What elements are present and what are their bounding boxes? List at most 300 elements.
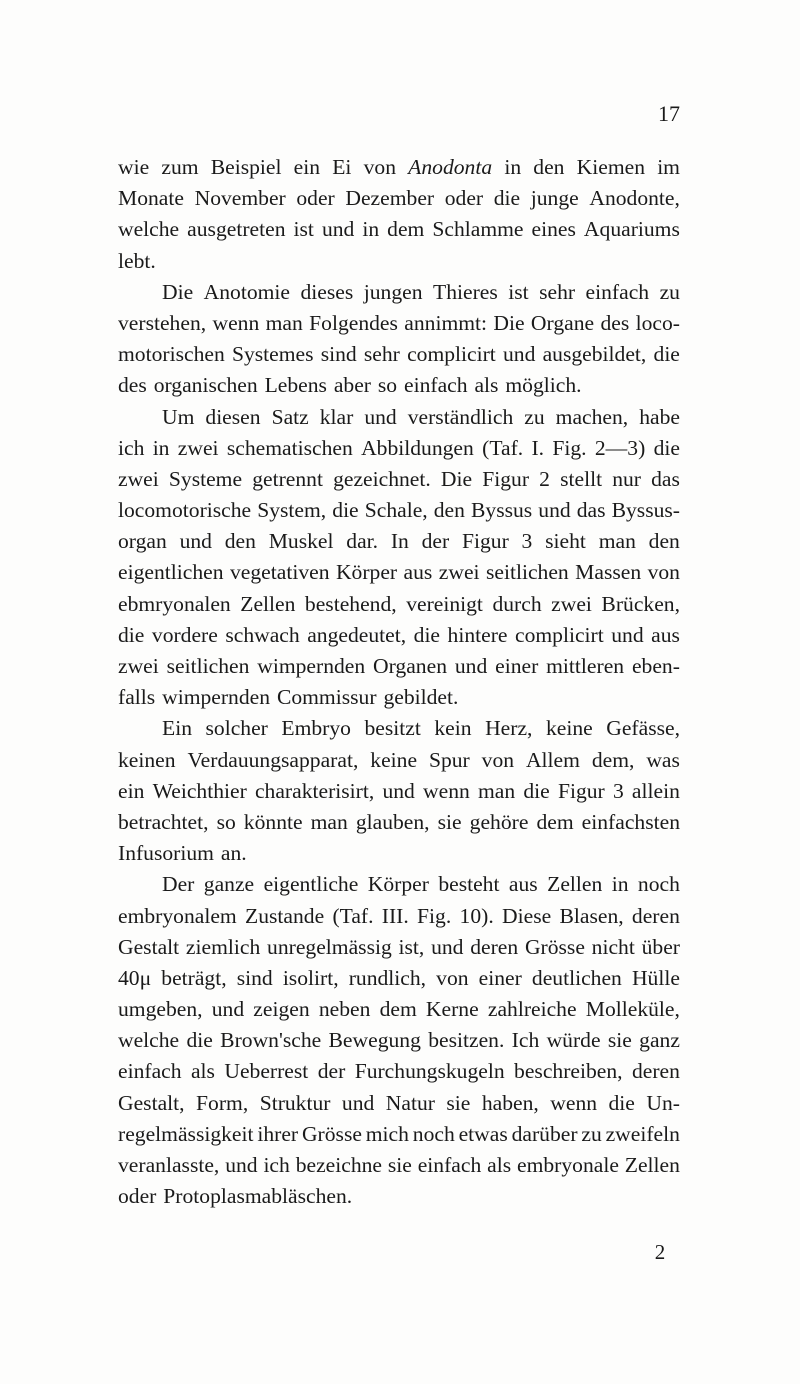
- word: Thieres: [433, 279, 498, 304]
- word: diesen: [205, 404, 261, 429]
- word: Massen: [575, 560, 642, 585]
- text-line: [118, 963, 680, 994]
- word: Byssus: [471, 498, 533, 523]
- word: Um: [162, 404, 195, 429]
- word: wimpernden: [162, 685, 271, 710]
- word: sie: [437, 809, 462, 834]
- text-line: [118, 620, 680, 651]
- word: jungen: [363, 279, 423, 304]
- word: man: [310, 809, 348, 834]
- word: Die: [440, 466, 473, 491]
- word: des: [118, 373, 147, 398]
- word: Anotomie: [203, 279, 291, 304]
- word: und: [382, 778, 415, 803]
- word: Folgendes: [309, 310, 398, 335]
- word: die: [186, 1028, 213, 1053]
- text-line: [118, 776, 680, 807]
- word: verständlich: [407, 404, 514, 429]
- text-line: [118, 838, 680, 869]
- word: und: [454, 654, 488, 678]
- word: man: [478, 778, 516, 803]
- word: von: [363, 155, 396, 179]
- word: junge: [530, 186, 579, 211]
- word: ganz: [639, 1028, 680, 1053]
- word: complicirt: [407, 342, 496, 367]
- word: ein: [118, 778, 145, 803]
- word: Ueberrest: [224, 1059, 309, 1084]
- word: 10).: [459, 903, 494, 928]
- word: angedeutet,: [307, 622, 407, 647]
- word: die: [413, 622, 441, 647]
- text-line: [118, 1025, 680, 1056]
- word: und: [364, 404, 397, 429]
- word: zwei: [118, 466, 159, 491]
- text-line: [118, 495, 680, 526]
- word: hintere: [447, 622, 508, 647]
- word: an.: [220, 841, 247, 866]
- word: die: [608, 1090, 635, 1115]
- word: falls: [118, 685, 156, 710]
- word: Der: [162, 872, 195, 897]
- word: deren: [470, 934, 519, 959]
- word: ganze: [203, 872, 255, 897]
- word: Commissur: [276, 685, 377, 710]
- word: sie: [387, 1153, 412, 1177]
- word: 2: [539, 466, 550, 491]
- word: oder: [296, 186, 335, 211]
- word: dieses: [300, 279, 354, 304]
- word: und: [179, 529, 212, 554]
- word: möglich.: [505, 373, 582, 398]
- word: November: [194, 186, 286, 211]
- word: betrachtet,: [118, 809, 209, 834]
- word: das: [576, 498, 606, 523]
- word: Muskel: [268, 529, 334, 554]
- word: einfachsten: [581, 809, 680, 834]
- word: Dezember: [345, 186, 435, 211]
- text-line: [118, 464, 680, 495]
- word: sind: [320, 342, 357, 367]
- word: ist: [293, 217, 314, 242]
- word: aber: [333, 373, 371, 398]
- word: kein: [434, 716, 472, 741]
- word: einer: [495, 654, 539, 678]
- word: gezeichnet.: [333, 466, 431, 491]
- word: den: [533, 155, 565, 179]
- word: Molleküle,: [585, 997, 680, 1022]
- word: schematischen: [226, 435, 353, 460]
- word: einfach: [585, 279, 650, 304]
- word: rundlich,: [348, 965, 427, 990]
- word: und: [211, 997, 245, 1022]
- word: Gefässe,: [606, 716, 680, 741]
- word: Schale,: [364, 498, 428, 523]
- word: ist: [508, 279, 529, 304]
- word: Aquariums: [583, 217, 680, 242]
- word: noch: [412, 1121, 455, 1146]
- word: 40μ: [118, 965, 152, 990]
- text-line: [118, 277, 680, 308]
- text-line: [118, 713, 680, 744]
- word: Anodonta: [408, 155, 493, 179]
- word: als: [487, 1153, 512, 1177]
- word: bestehend,: [304, 591, 397, 616]
- text-line: [118, 932, 680, 963]
- word: gebildet.: [383, 685, 459, 710]
- word: oder: [118, 1184, 157, 1209]
- word: annimmt:: [404, 310, 488, 335]
- word: sehr: [539, 279, 576, 304]
- word: so: [377, 373, 398, 398]
- word: zu: [581, 1121, 602, 1146]
- word: beschreiben,: [514, 1059, 623, 1084]
- word: ziemlich: [185, 934, 261, 959]
- word: unregelmässig: [267, 934, 392, 959]
- word: Schlamme: [432, 217, 524, 242]
- word: klar: [319, 404, 354, 429]
- word: (Taf.: [482, 435, 524, 460]
- word: und: [321, 217, 355, 242]
- word: Beispiel: [210, 155, 282, 179]
- word: sieht: [545, 529, 586, 554]
- word: solcher: [205, 716, 268, 741]
- word: Anodonte,: [589, 186, 680, 211]
- word: die: [523, 778, 550, 803]
- text-line: [118, 1088, 680, 1119]
- word: und: [431, 934, 464, 959]
- word: einfach: [118, 1059, 182, 1084]
- word: darüber: [511, 1121, 578, 1146]
- word: gehöre: [469, 809, 529, 834]
- word: embryonale: [516, 1153, 619, 1177]
- word: oder: [444, 186, 484, 211]
- word: in: [611, 872, 629, 897]
- word: zweifeln: [605, 1121, 680, 1146]
- word: Embryo: [281, 716, 351, 741]
- word: Infusorium: [118, 841, 214, 866]
- word: Protoplasmabläschen.: [163, 1184, 353, 1209]
- word: Fig.: [552, 435, 587, 460]
- text-line: [118, 308, 680, 339]
- text-line: [118, 1150, 680, 1181]
- word: zwei: [118, 654, 159, 678]
- word: keinen: [118, 747, 176, 772]
- word: eigentliche: [263, 872, 359, 897]
- word: im: [657, 155, 680, 179]
- text-line: [118, 745, 680, 776]
- word: (Taf.: [332, 903, 374, 928]
- word: den: [224, 529, 256, 554]
- word: Zellen: [240, 591, 296, 616]
- text-line: [118, 589, 680, 620]
- word: als: [190, 1059, 215, 1084]
- word: Grösse: [524, 934, 585, 959]
- word: etwas: [458, 1121, 508, 1146]
- text-line: [118, 901, 680, 932]
- word: I.: [531, 435, 545, 460]
- word: stellt: [560, 466, 603, 491]
- word: Ein: [162, 716, 192, 741]
- word: Figur: [461, 529, 509, 554]
- word: zeigen: [253, 997, 310, 1022]
- word: sehr: [363, 342, 400, 367]
- word: Systeme: [168, 466, 243, 491]
- word: die: [653, 435, 680, 460]
- word: zwei: [438, 560, 480, 585]
- word: vereinigt: [406, 591, 483, 616]
- word: dar.: [346, 529, 379, 554]
- word: den: [648, 529, 680, 554]
- word: Zellen: [624, 1153, 680, 1177]
- word: Kiemen: [576, 155, 646, 179]
- word: Brown'sche: [220, 1028, 322, 1053]
- word: isolirt,: [282, 965, 339, 990]
- word: und: [538, 498, 571, 523]
- word: als: [474, 373, 499, 398]
- word: ist,: [398, 934, 425, 959]
- word: Hülle: [631, 965, 680, 990]
- word: wenn: [550, 1090, 598, 1115]
- word: seitlichen: [485, 560, 569, 585]
- word: Brücken,: [601, 591, 680, 616]
- text-line: [118, 651, 680, 682]
- word: die: [332, 498, 359, 523]
- word: ausgebildet,: [542, 342, 647, 367]
- word: Herz,: [485, 716, 533, 741]
- word: Bewegung: [328, 1028, 421, 1053]
- word: Figur: [557, 778, 605, 803]
- word: Spur: [428, 747, 470, 772]
- word: motorischen: [118, 342, 225, 367]
- word: Natur: [385, 1090, 435, 1115]
- word: aus: [651, 622, 680, 647]
- word: seitlichen: [166, 654, 250, 678]
- word: organischen: [153, 373, 258, 398]
- word: verstehen,: [118, 310, 207, 335]
- word: aus: [508, 872, 538, 897]
- text-line: [118, 994, 680, 1025]
- signature-mark: 2: [654, 1240, 666, 1264]
- word: von: [647, 560, 680, 585]
- word: welche: [118, 217, 180, 242]
- word: über: [641, 934, 680, 959]
- word: Un-: [646, 1090, 680, 1115]
- text-line: [118, 339, 680, 370]
- text-line: [118, 1181, 680, 1212]
- word: haben,: [481, 1090, 539, 1115]
- word: Monate: [118, 186, 184, 211]
- body-text: [118, 152, 680, 1212]
- word: so: [216, 809, 236, 834]
- word: einer: [478, 965, 522, 990]
- word: sind: [236, 965, 273, 990]
- word: Grösse: [301, 1121, 362, 1146]
- word: Blasen,: [559, 903, 624, 928]
- word: Organen: [373, 654, 447, 678]
- word: schwach: [225, 622, 300, 647]
- word: in: [362, 217, 380, 242]
- word: deren: [631, 1059, 680, 1084]
- word: zu: [659, 279, 680, 304]
- word: machen,: [555, 404, 629, 429]
- word: Abbildungen: [361, 435, 474, 460]
- word: aus: [403, 560, 433, 585]
- text-line: [118, 1119, 680, 1150]
- text-line: [118, 246, 680, 277]
- word: und: [611, 622, 644, 647]
- word: eigentlichen: [118, 560, 224, 585]
- word: Ich: [511, 1028, 540, 1053]
- word: in: [152, 435, 170, 460]
- word: deutlichen: [531, 965, 622, 990]
- word: einfach: [404, 373, 468, 398]
- word: Fig.: [417, 903, 452, 928]
- word: nicht: [591, 934, 635, 959]
- word: Satz: [271, 404, 309, 429]
- text-line: [118, 214, 680, 245]
- word: Körper: [367, 872, 429, 897]
- word: vordere: [151, 622, 218, 647]
- word: Kerne: [425, 997, 479, 1022]
- word: in: [504, 155, 522, 179]
- word: habe: [639, 404, 680, 429]
- word: 2—3): [594, 435, 646, 460]
- word: Zellen: [547, 872, 603, 897]
- word: neben: [318, 997, 371, 1022]
- text-line: [118, 370, 680, 401]
- word: ausgetreten: [187, 217, 286, 242]
- word: Systemes: [231, 342, 314, 367]
- word: eines: [531, 217, 576, 242]
- word: Die: [493, 310, 525, 335]
- word: allein: [631, 778, 680, 803]
- word: durch: [492, 591, 542, 616]
- word: eben-: [631, 654, 680, 678]
- word: Allem: [525, 747, 580, 772]
- word: den: [433, 498, 465, 523]
- word: Diese: [502, 903, 552, 928]
- text-line: [118, 183, 680, 214]
- text-line: [118, 526, 680, 557]
- word: 3: [521, 529, 533, 554]
- word: man: [265, 310, 303, 335]
- word: deren: [631, 903, 680, 928]
- word: besitzt: [364, 716, 421, 741]
- word: veranlasste,: [118, 1153, 220, 1177]
- word: dem,: [591, 747, 635, 772]
- word: des: [600, 310, 630, 335]
- word: keine: [545, 716, 593, 741]
- word: die: [653, 342, 680, 367]
- word: III.: [381, 903, 409, 928]
- word: zu: [524, 404, 545, 429]
- word: zwei: [177, 435, 219, 460]
- word: sie: [607, 1028, 632, 1053]
- word: würde: [546, 1028, 601, 1053]
- word: und: [225, 1153, 258, 1177]
- word: loco-: [635, 310, 680, 335]
- word: von: [436, 965, 469, 990]
- word: complicirt: [514, 622, 604, 647]
- word: die: [493, 186, 521, 211]
- word: Organe: [530, 310, 595, 335]
- word: umgeben,: [118, 997, 203, 1022]
- word: zwei: [551, 591, 592, 616]
- word: ihrer: [257, 1121, 299, 1146]
- word: lebt.: [118, 248, 156, 273]
- word: ich: [118, 435, 145, 460]
- word: mittleren: [546, 654, 625, 678]
- text-line: [118, 402, 680, 433]
- word: Gestalt: [118, 934, 180, 959]
- word: ebmryonalen: [118, 591, 231, 616]
- word: Byssus-: [611, 498, 680, 523]
- word: dem: [536, 809, 574, 834]
- text-line: [118, 869, 680, 900]
- word: der: [421, 529, 450, 554]
- word: besitzen.: [428, 1028, 505, 1053]
- word: regelmässigkeit: [118, 1121, 254, 1146]
- word: keine: [370, 747, 418, 772]
- word: dem: [387, 217, 425, 242]
- word: dem: [379, 997, 417, 1022]
- word: könnte: [243, 809, 303, 834]
- word: und: [341, 1090, 375, 1115]
- word: bezeichne: [295, 1153, 382, 1177]
- text-line: [118, 152, 680, 183]
- word: Gestalt,: [118, 1090, 185, 1115]
- word: wenn: [212, 310, 260, 335]
- word: der: [317, 1059, 346, 1084]
- word: Weichthier: [152, 778, 247, 803]
- word: und: [503, 342, 536, 367]
- word: ein: [293, 155, 321, 179]
- text-line: [118, 807, 680, 838]
- word: organ: [118, 529, 167, 554]
- word: 3: [612, 778, 624, 803]
- word: Figur: [482, 466, 530, 491]
- word: wie: [118, 155, 150, 179]
- word: welche: [118, 1028, 180, 1053]
- word: mich: [365, 1121, 409, 1146]
- word: man: [598, 529, 636, 554]
- word: wimpernden: [257, 654, 366, 678]
- word: ich: [263, 1153, 290, 1177]
- word: Zustande: [245, 903, 325, 928]
- word: wenn: [423, 778, 470, 803]
- word: Verdauungsapparat,: [187, 747, 359, 772]
- word: getrennt: [252, 466, 323, 491]
- word: beträgt,: [161, 965, 227, 990]
- word: embryonalem: [118, 903, 237, 928]
- word: glauben,: [355, 809, 430, 834]
- word: nur: [612, 466, 641, 491]
- word: noch: [637, 872, 680, 897]
- word: von: [481, 747, 515, 772]
- word: das: [651, 466, 680, 491]
- word: zum: [161, 155, 199, 179]
- word: System,: [257, 498, 327, 523]
- word: Ei: [332, 155, 352, 179]
- word: die: [118, 622, 145, 647]
- word: zahlreiche: [487, 997, 577, 1022]
- word: Die: [162, 279, 194, 304]
- word: sie: [446, 1090, 471, 1115]
- text-line: [118, 557, 680, 588]
- word: Körper: [335, 560, 398, 585]
- text-line: [118, 682, 680, 713]
- word: locomotorische: [118, 498, 252, 523]
